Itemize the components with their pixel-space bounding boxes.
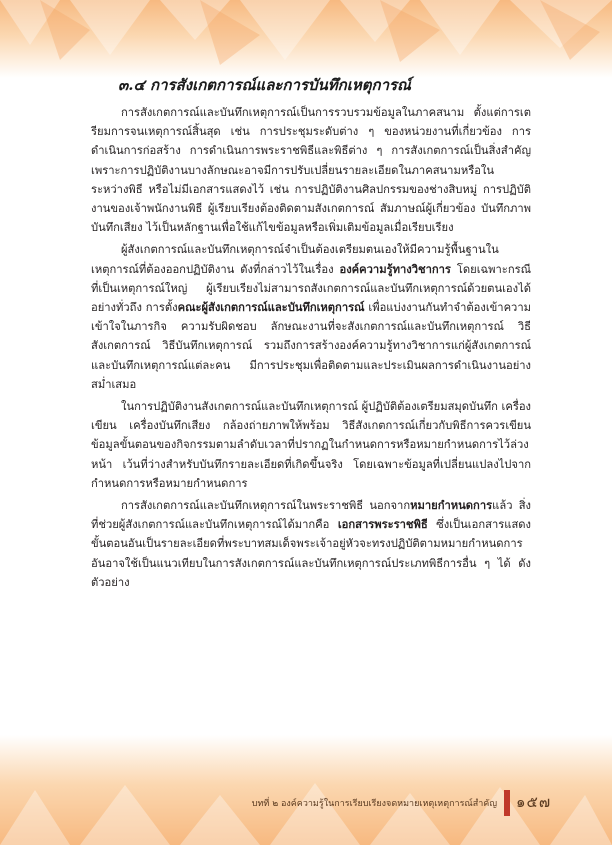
paragraph-2-bold-term-1: องค์ความรู้ทางวิชาการ xyxy=(339,261,451,276)
paragraph-2-text-a: ผู้สังเกตการณ์และบันทึกเหตุการณ์จำเป็นต้องเตรียมตนเองให้มีความรู้พื้นฐานในเหตุการณ์ที่ต้องออกปฏิบัติงาน ดังที่กล่าวไว้ในเรื่อง xyxy=(91,243,499,276)
footer-divider-bar xyxy=(504,790,510,816)
paragraph-2-bold-term-2: คณะผู้สังเกตการณ์และบันทึกเหตุการณ์ xyxy=(177,300,365,315)
paragraph-4-text-a: การสังเกตการณ์และบันทึกเหตุการณ์ในพระราชพิธี นอกจาก xyxy=(121,499,411,513)
page-footer xyxy=(0,786,612,816)
paragraph-2 xyxy=(91,240,531,394)
document-body xyxy=(91,103,531,595)
paragraph-2-text-e: เพื่อแบ่งงานกันทำจำต้องเข้าความเข้าใจในภารกิจ ความรับผิดชอบ ลักษณะงานที่จะสังเกตการณ์และบันทึกเหตุการณ์ วิธีสังเกตการณ์ วิธีบันทึกเหตุการณ์ รวมถึงการสร้างองค์ความรู้ทางวิชาการแก่ผู้สังเกตการณ์และบันทึกเหตุการณ์แต่ละคน มีการประชุมเพื่อติดตามและประเมินผลการดำเนินงานอย่างสม่ำเสมอ xyxy=(91,301,531,391)
top-decorative-band xyxy=(0,0,612,78)
page-number: ๑๕๗ xyxy=(516,793,552,811)
paragraph-4 xyxy=(91,496,531,592)
paragraph-4-text-c: แล้ว สิ่งที่ช่วยผู้สังเกตการณ์และบันทึกเหตุการณ์ได้มากคือ xyxy=(91,499,531,532)
paragraph-3: ในการปฏิบัติงานสังเกตการณ์และบันทึกเหตุการณ์ ผู้ปฏิบัติต้องเตรียมสมุดบันทึก เครื่องเขียน เครื่องบันทึกเสียง กล้องถ่ายภาพให้พร้อม วิธีสังเกตการณ์เกี่ยวกับพิธีการควรเขียนข้อมูลขั้นตอนของกิจกรรมตามลำดับเวลาที่ปรากฏในกำหนดการหรือหมายกำหนดการไว้ล่วงหน้า เว้นที่ว่างสำหรับบันทึกรายละเอียดที่เกิดขึ้นจริง โดยเฉพาะข้อมูลที่เปลี่ยนแปลงไปจากกำหนดการหรือหมายกำหนดการ xyxy=(91,400,532,490)
paragraph-4-bold-term-2: เอกสารพระราชพิธี xyxy=(337,517,428,532)
chapter-title: บทที่ ๒ องค์ความรู้ในการเรียบเรียงจดหมายเหตุเหตุการณ์สำคัญ xyxy=(251,799,497,809)
section-heading: ๓.๔ การสังเกตการณ์และการบันทึกเหตุการณ์ xyxy=(118,76,411,94)
paragraph-1: การสังเกตการณ์และบันทึกเหตุการณ์เป็นการรวบรวมข้อมูลในภาคสนาม ตั้งแต่การเตรียมการจนเหตุการณ์สิ้นสุด เช่น การประชุมระดับต่าง ๆ ของหน่วยงานที่เกี่ยวข้อง การดำเนินการก่อสร้าง การดำเนินการพระราชพิธีและพิธีต่าง ๆ การสังเกตการณ์เป็นสิ่งสำคัญเพราะการปฏิบัติงานบางลักษณะอาจมีการปรับเปลี่ยนรายละเอียดในภาคสนามหรือในระหว่างพิธี หรือไม่มีเอกสารแสดงไว้ เช่น การปฏิบัติงานศิลปกรรมของช่างสิบหมู่ การปฏิบัติงานของเจ้าพนักงานพิธี ผู้เรียบเรียงต้องติดตามสังเกตการณ์ สัมภาษณ์ผู้เกี่ยวข้อง บันทึกภาพ บันทึกเสียง ไว้เป็นหลักฐานเพื่อใช้แก้ไขข้อมูลหรือเพิ่มเติมข้อมูลเมื่อเรียบเรียง xyxy=(91,106,531,235)
paragraph-4-bold-term-1: หมายกำหนดการ xyxy=(410,498,493,513)
paragraph-4-text-e: ซึ่งเป็นเอกสารแสดงขั้นตอนอันเป็นรายละเอียดที่พระบาทสมเด็จพระเจ้าอยู่หัวจะทรงปฏิบัติตามหมายกำหนดการ อันอาจใช้เป็นแนวเทียบในการสังเกตการณ์และบันทึกเหตุการณ์ประเภทพิธีการอื่น ๆ ได้ ดังตัวอย่าง xyxy=(91,518,532,589)
top-pattern-graphic xyxy=(0,0,612,78)
paragraph-2-text-c: โดยเฉพาะกรณีที่เป็นเหตุการณ์ใหญ่ ผู้เรียบเรียงไม่สามารถสังเกตการณ์และบันทึกเหตุการณ์ด้วยตนเองได้อย่างทั่วถึง การตั้ง xyxy=(91,262,531,315)
